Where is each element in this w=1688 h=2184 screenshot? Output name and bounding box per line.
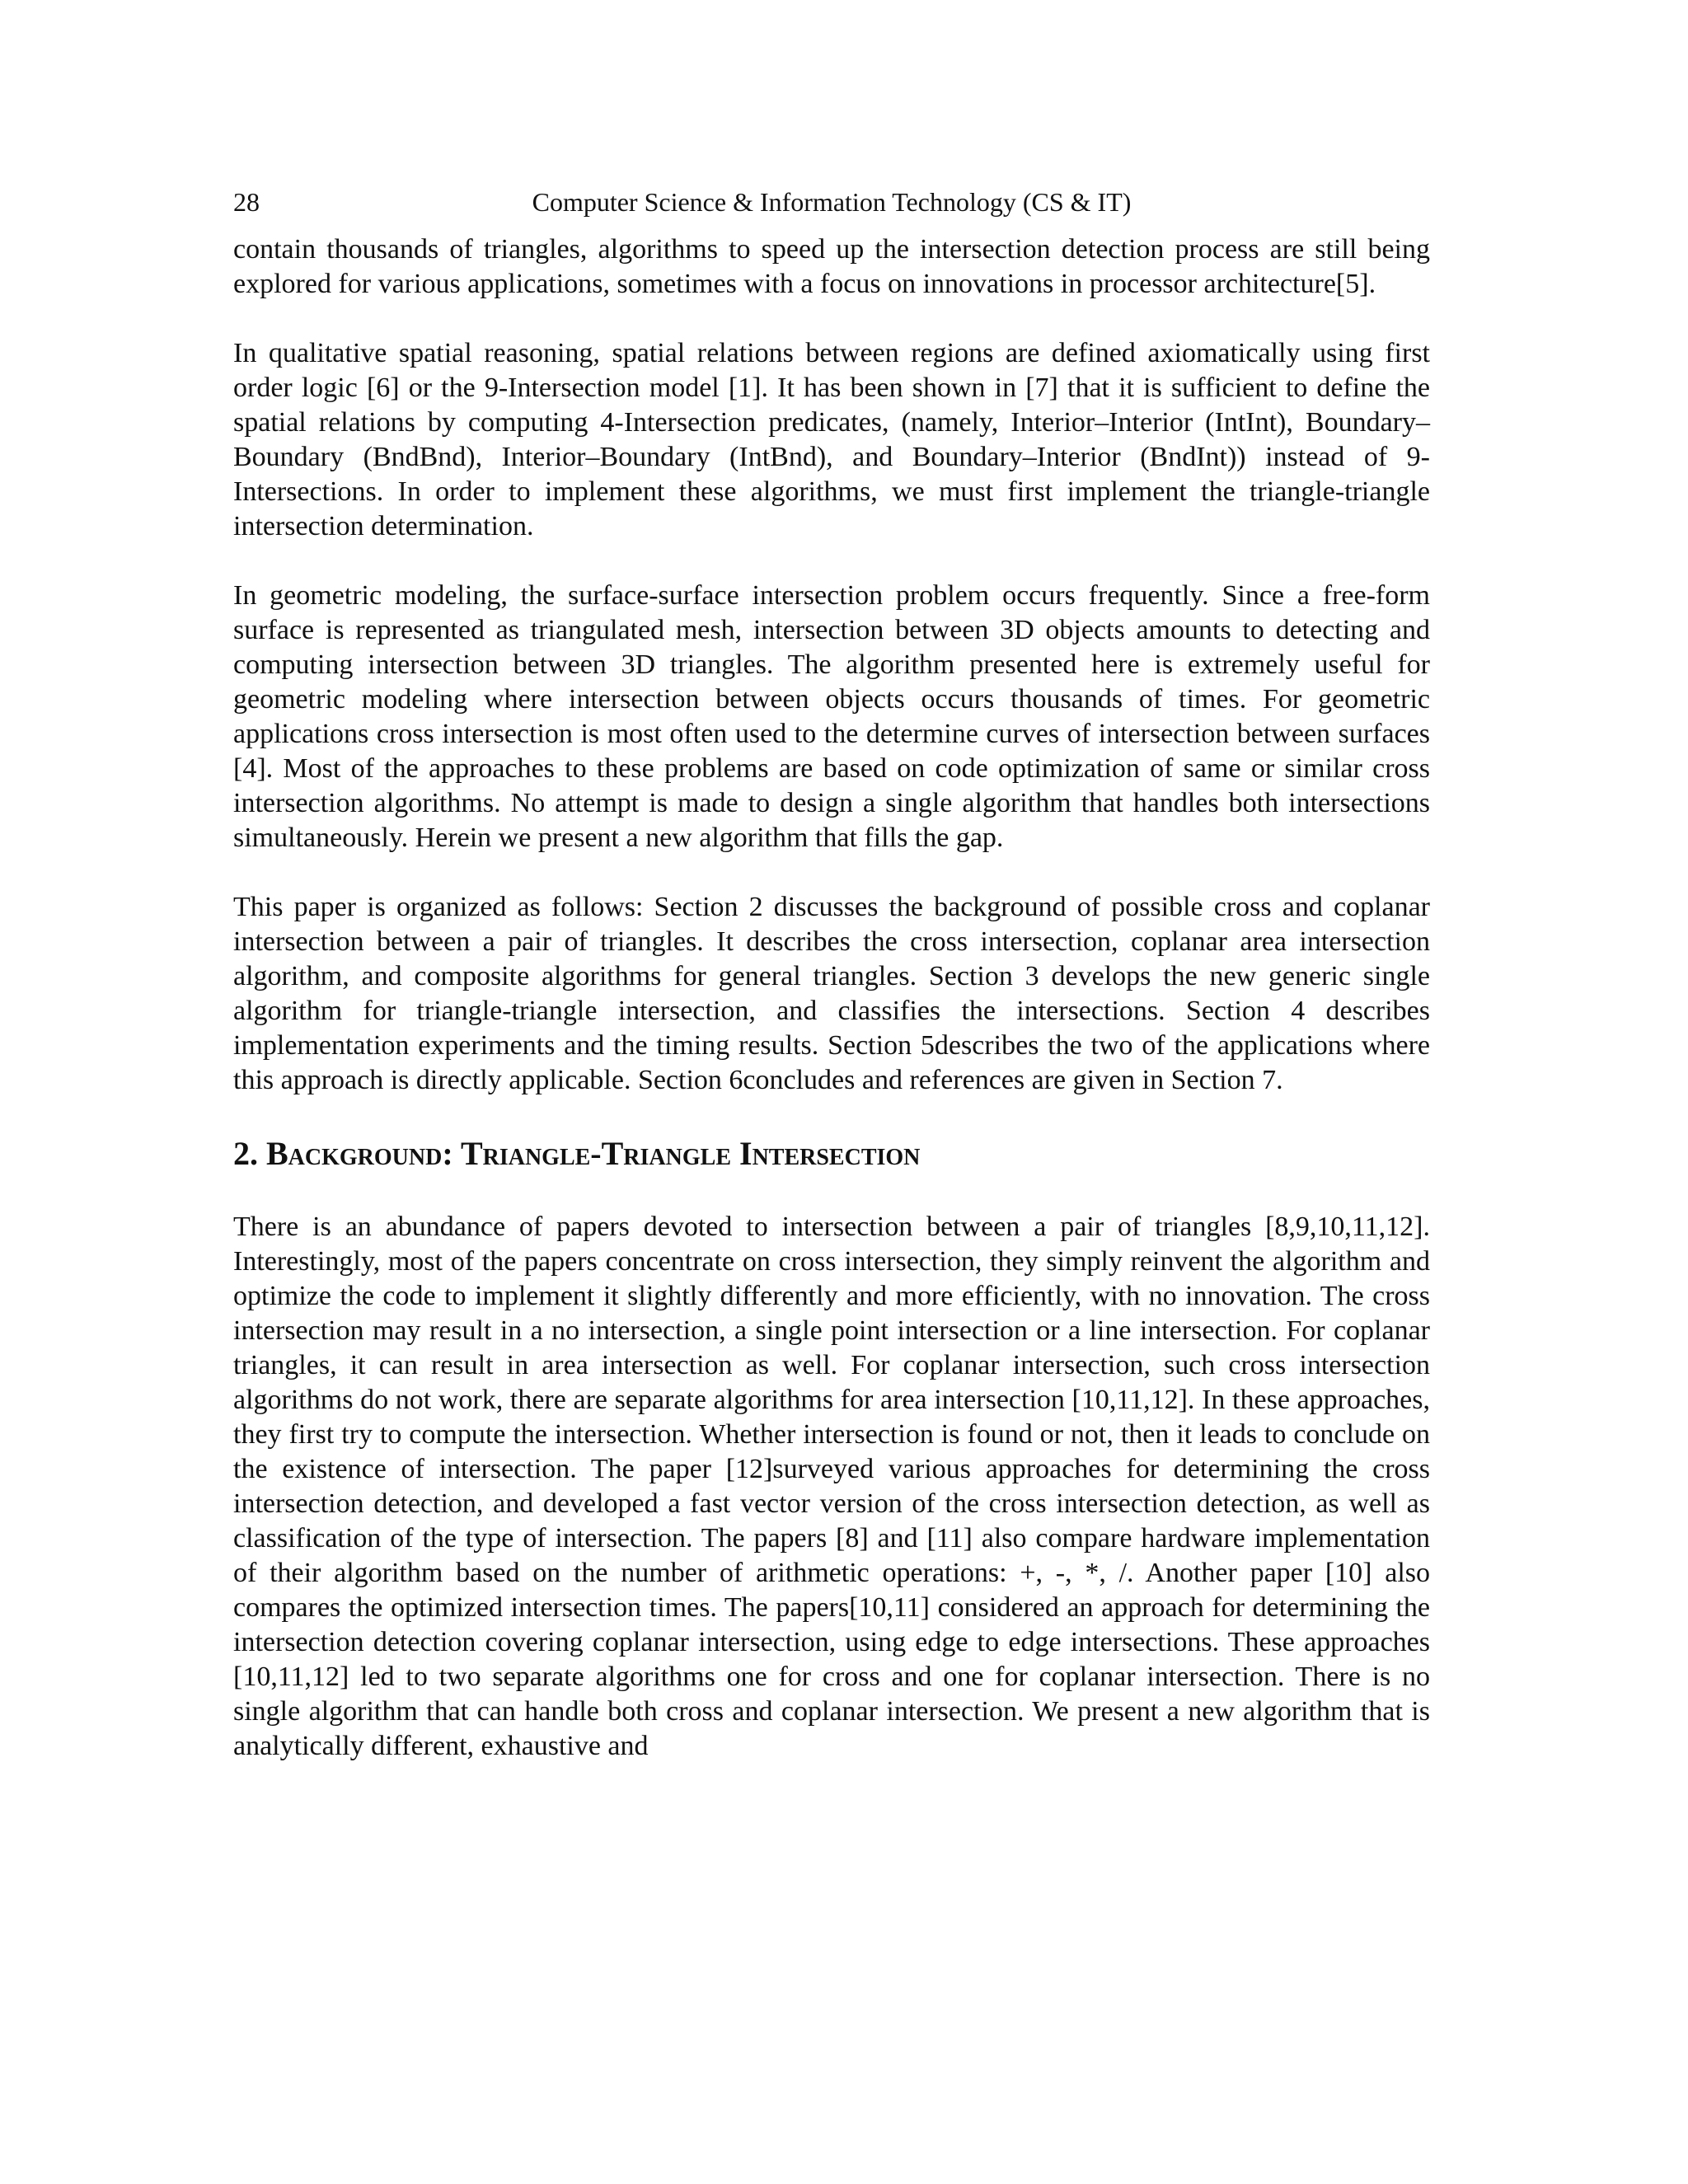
running-head — [233, 183, 1430, 221]
paragraph-geometric-modeling: In geometric modeling, the surface-surface intersection problem occurs frequently. Since a free-form surface is represented as triangulated mesh, intersection between 3D objects amounts to detecting and computing intersection between 3D triangles. The algorithm presented here is extremely useful for geometric modeling where intersection between objects occurs thousands of times. For geometric applications cross intersection is most often used to the determine curves of intersection between surfaces [4]. Most of the approaches to these problems are based on code optimization of same or similar cross intersection algorithms. No attempt is made to design a single algorithm that handles both intersections simultaneously. Herein we present a new algorithm that fills the gap. — [233, 580, 1430, 853]
section-heading — [233, 1132, 1430, 1175]
paragraph-paper-organization: This paper is organized as follows: Section 2 discusses the background of possible cross and coplanar intersection between a pair of triangles. It describes the cross intersection, coplanar area intersection algorithm, and composite algorithms for general triangles. Section 3 develops the new generic single algorithm for triangle-triangle intersection, and classifies the intersections. Section 4 describes implementation experiments and the timing results. Section 5describes the two of the applications where this approach is directly applicable. Section 6concludes and references are given in Section 7. — [233, 892, 1430, 1095]
section-number: 2. — [233, 1135, 258, 1172]
paragraph-spatial-reasoning: In qualitative spatial reasoning, spatial relations between regions are defined axiomatically using first order logic [6] or the 9-Intersection model [1]. It has been shown in [7] that it is sufficient to define the spatial relations by computing 4-Intersection predicates, (namely, Interior–Interior (IntInt), Boundary–Boundary (BndBnd), Interior–Boundary (IntBnd), and Boundary–Interior (BndInt)) instead of 9-Intersections. In order to implement these algorithms, we must first implement the triangle-triangle intersection determination. — [233, 338, 1430, 541]
paragraph-background: There is an abundance of papers devoted to intersection between a pair of triangles [8,9,10,11,12]. Interestingly, most of the papers concentrate on cross intersection, they simply reinvent the algorithm and optimize the code to implement it slightly differently and more efficiently, with no innovation. The cross intersection may result in a no intersection, a single point intersection or a line intersection. For coplanar triangles, it can result in area intersection as well. For coplanar intersection, such cross intersection algorithms do not work, there are separate algorithms for area intersection [10,11,12]. In these approaches, they first try to compute the intersection. Whether intersection is found or not, then it leads to conclude on the existence of intersection. The paper [12]surveyed various approaches for determining the cross intersection detection, and developed a fast vector version of the cross intersection detection, as well as classification of the type of intersection. The papers [8] and [11] also compare hardware implementation of their algorithm based on the number of arithmetic operations: +, -, *, /. Another paper [10] also compares the optimized intersection times. The papers[10,11] considered an approach for determining the intersection detection covering coplanar intersection, using edge to edge intersections. These approaches [10,11,12] led to two separate algorithms one for cross and one for coplanar intersection. There is no single algorithm that can handle both cross and coplanar intersection. We present a new algorithm that is analytically different, exhaustive and — [233, 1212, 1430, 1761]
body-text — [233, 232, 1430, 1764]
section-title: Background: Triangle-Triangle Intersection — [266, 1135, 921, 1172]
journal-title: Computer Science & Information Technology (CS & IT) — [532, 187, 1132, 217]
page-number: 28 — [233, 187, 260, 217]
paper-page — [233, 183, 1430, 1798]
paragraph-continued: contain thousands of triangles, algorithms to speed up the intersection detection process are still being explored for various applications, sometimes with a focus on innovations in processor architecture[5]. — [233, 234, 1430, 299]
